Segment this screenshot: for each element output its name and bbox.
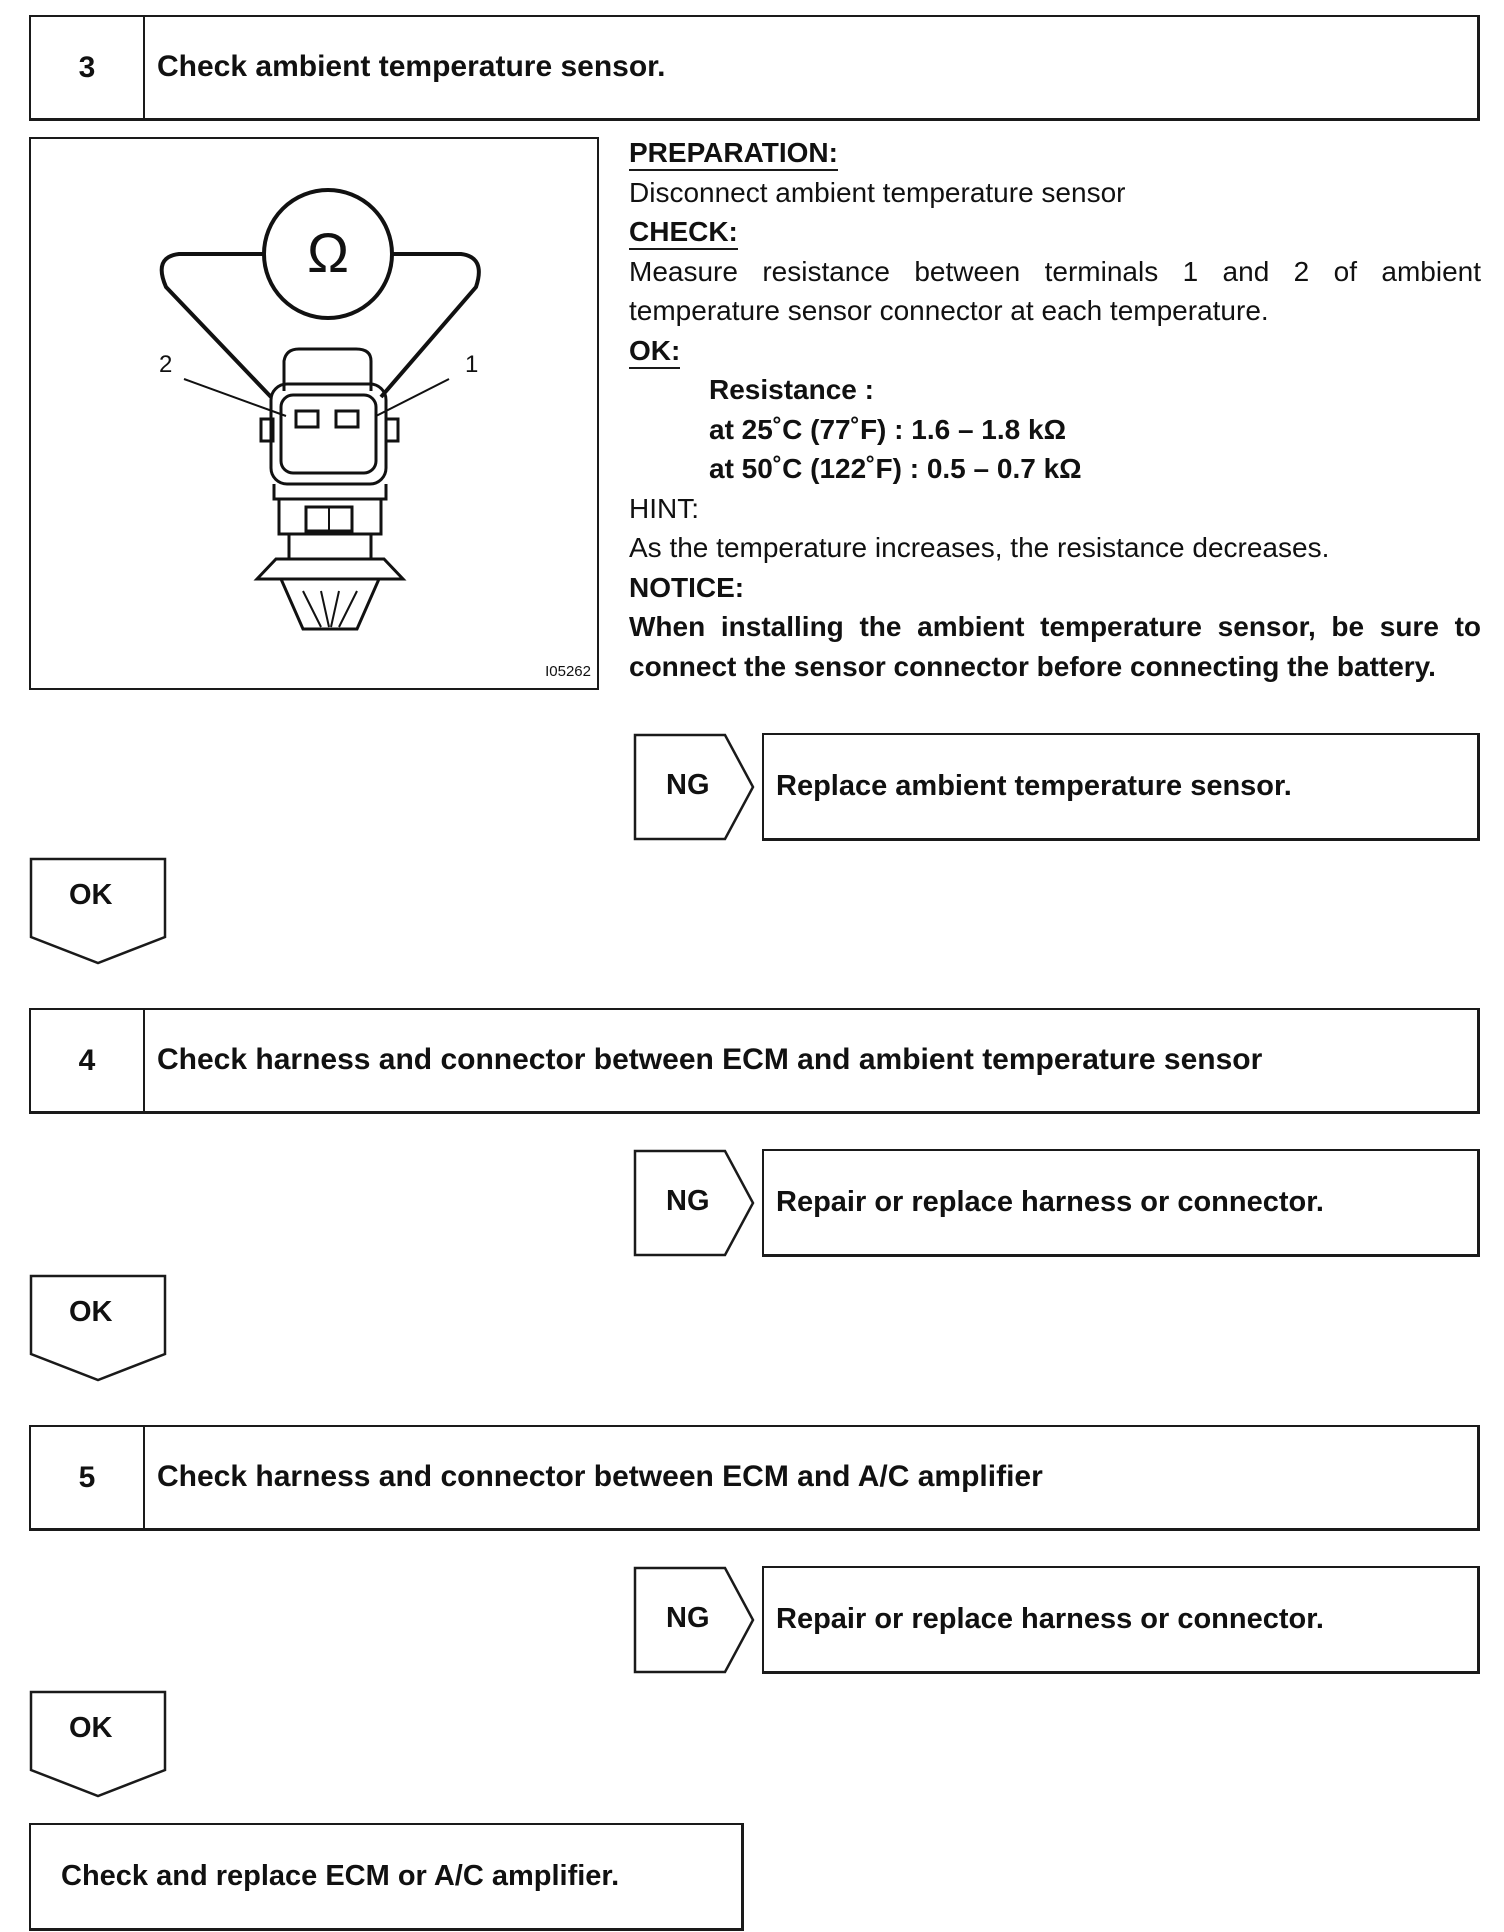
ng-tag (633, 1566, 758, 1674)
step-number: 4 (31, 1010, 145, 1111)
ok-tag (29, 1274, 167, 1382)
spec-label: Resistance : (709, 374, 874, 405)
hint-text: As the temperature increases, the resistance decreases. (629, 532, 1330, 563)
ng-action-box: Repair or replace harness or connector. (762, 1566, 1480, 1674)
hint-heading: HINT: (629, 492, 699, 524)
notice-heading: NOTICE: (629, 571, 745, 603)
ng-label: NG (666, 1185, 710, 1217)
terminal-label-1: 1 (465, 351, 479, 378)
check-heading: CHECK: (629, 216, 738, 250)
step-title: Check harness and connector between ECM and A/C amplifier (157, 1460, 1043, 1493)
spec-line-25c: at 25˚C (77˚F) : 1.6 – 1.8 kΩ (709, 413, 1067, 445)
ok-label: OK (69, 879, 113, 911)
check-text: Measure resistance between terminals 1 and 2 of ambient temperature sensor connector at each temperature. (629, 255, 1481, 326)
ng-tag (633, 1149, 758, 1257)
step-5-header (29, 1425, 1480, 1531)
spec-line-50c: at 50˚C (122˚F) : 0.5 – 0.7 kΩ (709, 453, 1082, 484)
final-action-box: Check and replace ECM or A/C amplifier. (29, 1823, 744, 1931)
sensor-figure (29, 137, 599, 690)
ng-tag (633, 733, 758, 841)
ng-label: NG (666, 1602, 710, 1634)
step-title: Check harness and connector between ECM and ambient temperature sensor (157, 1043, 1263, 1076)
step-number: 5 (31, 1427, 145, 1528)
ng-action-box: Repair or replace harness or connector. (762, 1149, 1480, 1257)
preparation-text: Disconnect ambient temperature sensor (629, 176, 1126, 208)
step-3-instructions (629, 133, 1481, 686)
ok-tag (29, 1690, 167, 1798)
step-3-header (29, 15, 1480, 121)
terminal-label-2: 2 (159, 351, 173, 378)
figure-code: I05262 (545, 663, 591, 680)
ok-label: OK (69, 1712, 113, 1744)
step-number: 3 (31, 17, 145, 118)
step-title: Check ambient temperature sensor. (157, 50, 666, 83)
preparation-heading: PREPARATION: (629, 137, 838, 171)
ng-action-box: Replace ambient temperature sensor. (762, 733, 1480, 841)
ok-heading: OK: (629, 335, 680, 369)
ohm-symbol: Ω (307, 221, 349, 284)
ok-label: OK (69, 1296, 113, 1328)
step-4-header (29, 1008, 1480, 1114)
ok-tag (29, 857, 167, 965)
notice-text: When installing the ambient temperature sensor, be sure to connect the sensor connector before connecting the battery. (629, 611, 1481, 682)
ng-label: NG (666, 769, 710, 801)
